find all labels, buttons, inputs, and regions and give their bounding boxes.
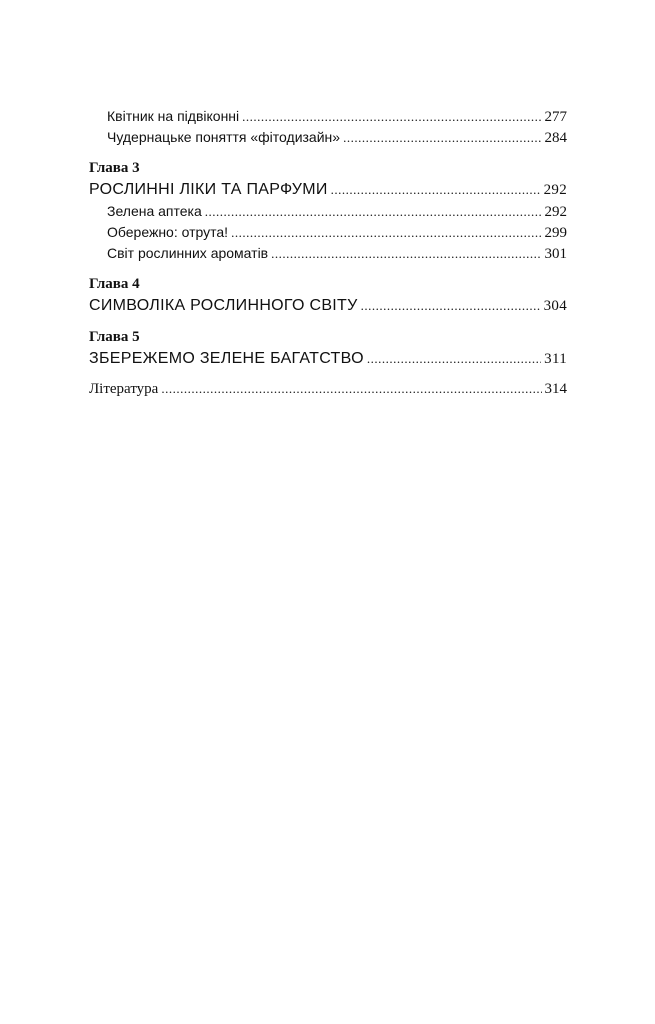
chapter-5-heading: Глава 5	[89, 329, 140, 345]
toc-entry-title: Обережно: отрута!	[107, 224, 229, 240]
toc-entry-page: 292	[544, 204, 567, 220]
chapter-4-heading: Глава 4	[89, 276, 140, 292]
toc-entry-title: Чудернацьке поняття «фітодизайн»	[107, 129, 341, 145]
dot-leader	[205, 201, 542, 222]
dot-leader	[343, 127, 541, 148]
chapter-page: 311	[544, 351, 567, 367]
toc-entry-kvitnyk[interactable]	[89, 106, 567, 127]
toc-entry-page: 277	[544, 109, 567, 125]
toc-entry-page: 301	[544, 246, 567, 262]
dot-leader	[331, 179, 541, 201]
literature-title: Література	[89, 381, 159, 397]
dot-leader	[361, 295, 541, 317]
toc-entry-page: 284	[544, 130, 567, 146]
chapter-title: РОСЛИННІ ЛІКИ ТА ПАРФУМИ	[89, 181, 328, 198]
dot-leader	[271, 243, 541, 264]
toc-entry-title: Зелена аптека	[107, 203, 202, 219]
toc-entry-title: Світ рослинних ароматів	[107, 245, 269, 261]
toc-entry-fitodyzain[interactable]	[89, 127, 567, 148]
toc-entry-svit-aromativ[interactable]	[89, 243, 567, 264]
dot-leader	[367, 348, 541, 370]
toc-entry-literature[interactable]	[89, 378, 567, 399]
toc-entry-title: Квітник на підвіконні	[107, 108, 240, 124]
chapter-title: СИМВОЛІКА РОСЛИННОГО СВІТУ	[89, 297, 358, 314]
chapter-title: ЗБЕРЕЖЕМО ЗЕЛЕНЕ БАГАТСТВО	[89, 350, 364, 367]
chapter-5-title-row[interactable]	[89, 348, 567, 370]
chapter-4-title-row[interactable]	[89, 295, 567, 317]
dot-leader	[231, 222, 541, 243]
chapter-3-title-row[interactable]	[89, 179, 567, 201]
chapter-page: 304	[543, 298, 567, 314]
toc-entry-zelena-apteka[interactable]	[89, 201, 567, 222]
toc-entry-oberezhno-otruta[interactable]	[89, 222, 567, 243]
chapter-3-heading: Глава 3	[89, 160, 140, 176]
dot-leader	[161, 378, 541, 399]
chapter-page: 292	[543, 182, 567, 198]
table-of-contents	[89, 106, 567, 399]
dot-leader	[242, 106, 541, 127]
literature-page: 314	[544, 381, 567, 397]
toc-entry-page: 299	[544, 225, 567, 241]
